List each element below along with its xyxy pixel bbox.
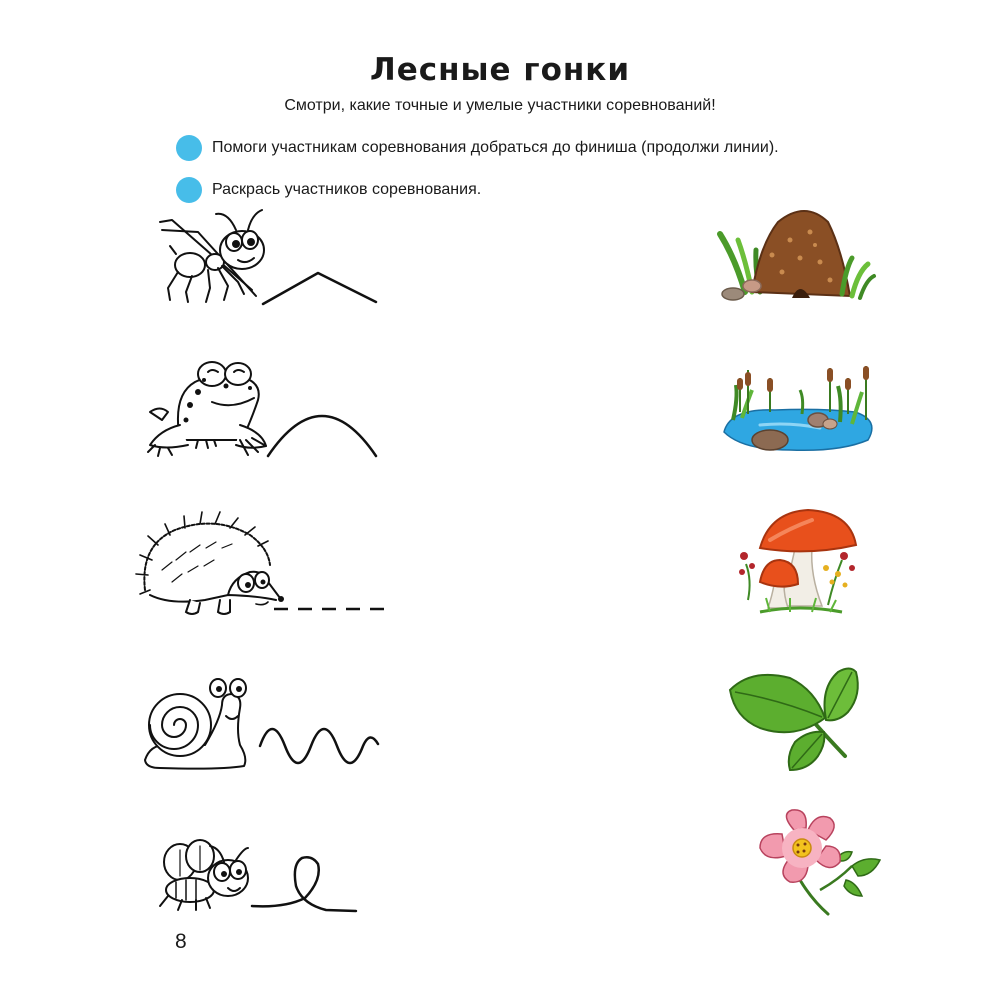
anthill-icon [720,211,874,300]
wave-line [260,729,378,763]
frog-icon [148,362,266,456]
snail-icon [145,679,246,769]
flower-icon [760,810,880,914]
task-2-text: Раскрась участников соревнования. [212,181,482,198]
hedgehog-icon [136,512,284,614]
arc-line [268,416,376,456]
page-subtitle: Смотри, какие точные и умелые участники соревнований! [284,97,716,114]
page-number: 8 [175,930,187,953]
task-1-text: Помоги участникам соревнования добраться до финиша (продолжи линии). [212,139,779,156]
pond-icon [724,366,872,450]
mushroom-icon [739,510,856,612]
leaf-icon [730,669,858,771]
page-title: Лесные гонки [369,52,631,88]
fly-icon [160,840,248,910]
ant-icon [160,210,264,302]
zigzag-line [263,273,376,304]
loop-line [252,857,356,911]
